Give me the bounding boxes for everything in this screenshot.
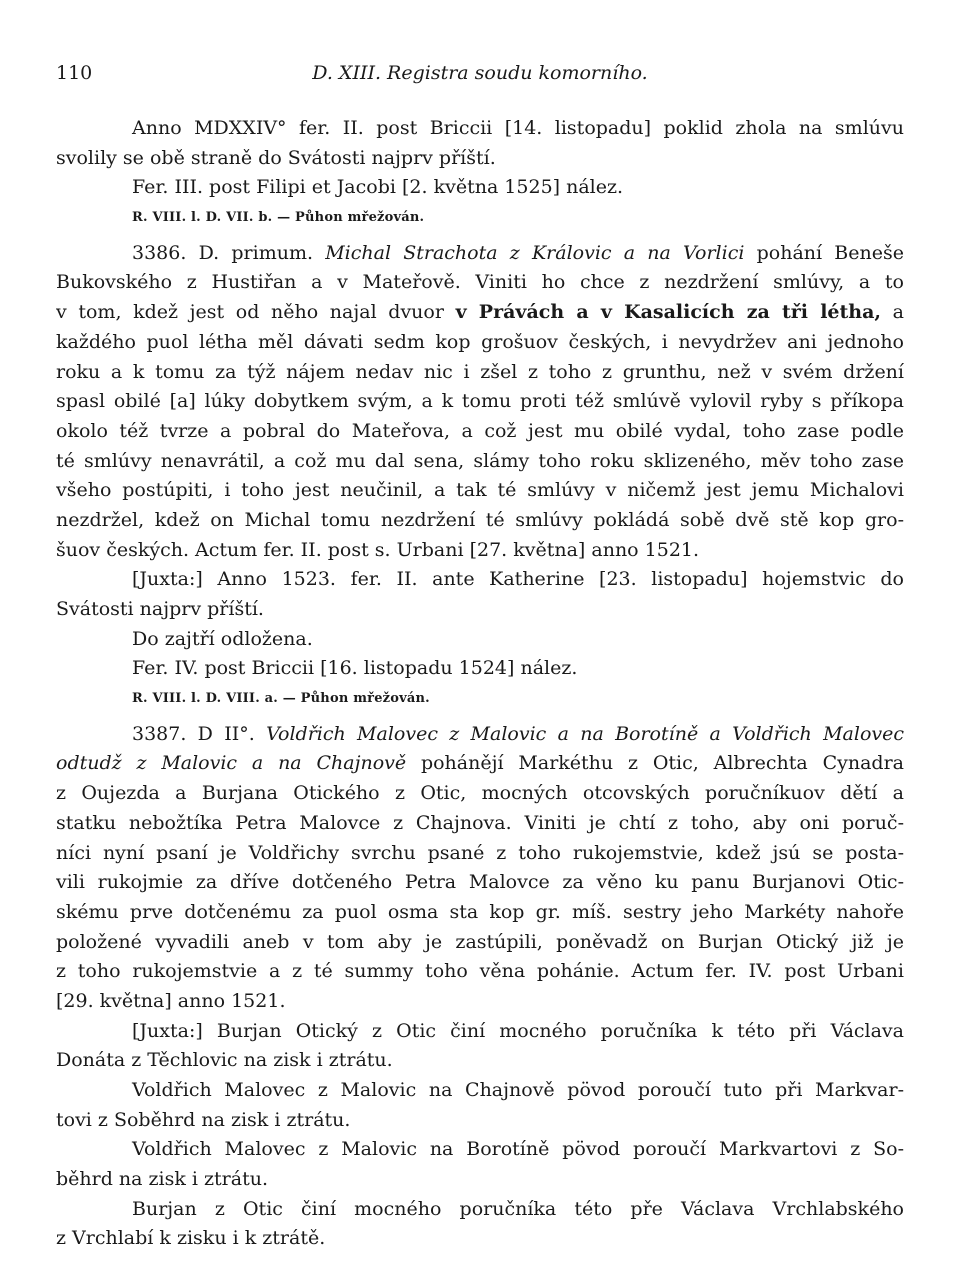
entry-number: 3387. D II°.	[132, 722, 267, 745]
party-names: odtudž z Malovic a na Chajnově	[56, 752, 407, 775]
text-line: Bukovského z Hustiřan a v Mateřově. Viniti ho chce z nezdržení smlúvy, a to	[56, 271, 904, 294]
party-names: Michal Strachota z Královic a na Vorlici	[325, 241, 745, 264]
text-line: Voldřich Malovec z Malovic na Chajnově pövod poroučí tuto při Markvar-	[132, 1079, 904, 1101]
text-fragment: v tom, kdež jest od něho najal dvuor	[56, 301, 456, 324]
text-line: Fer. III. post Filipi et Jacobi [2. května 1525] nález.	[132, 176, 624, 199]
entry-number: 3386. D. primum.	[132, 241, 326, 264]
text-body	[56, 114, 904, 1254]
text-line: Svátosti najprv příští.	[56, 598, 264, 620]
text-line: Donáta z Těchlovic na zisk i ztrátu.	[56, 1049, 393, 1072]
text-line: z Oujezda a Burjana Otického z Otic, mocných otcovských poručníkuov dětí a	[56, 782, 904, 805]
text-line: všeho postúpiti, i toho jest neučinil, a tak té smlúvy v ničemž jest jemu Michalovi	[56, 479, 904, 502]
text-line: každého puol létha měl dávati sedm kop grošuov českých, i nevydržev ani jednoho	[56, 330, 904, 353]
text-line: Fer. IV. post Briccii [16. listopadu 1524] nález.	[132, 657, 578, 680]
entry-heading-3386	[56, 239, 904, 269]
text-line: svolily se obě straně do Svátosti najprv příští.	[56, 146, 496, 169]
text-line: tovi z Soběhrd na zisk i ztrátu.	[56, 1108, 351, 1131]
running-head	[56, 62, 904, 92]
text-line	[56, 298, 904, 328]
text-line: z toho rukojemstvie a z té summy toho věna pohánie. Actum fer. IV. post Urbani	[56, 960, 904, 983]
text-line: okolo též tvrze a pobral do Mateřova, a což jest mu obilé vydal, toho zase podle	[56, 419, 904, 442]
running-title: D. XIII. Registra soudu komorního.	[312, 62, 648, 84]
text-line	[56, 749, 904, 779]
text-line: [Juxta:] Anno 1523. fer. II. ante Katherine [23. listopadu] hojemstvic do	[132, 568, 904, 591]
text-line: roku a k tomu za týž nájem nedav nic i zšel z toho z grunthu, než v svém držení	[56, 360, 904, 383]
text-line: [29. května] anno 1521.	[56, 989, 286, 1012]
emphasized-text: v Právách a v Kasalicích za tři létha,	[455, 301, 882, 324]
text-line: Do zajtří odložena.	[132, 627, 313, 650]
page-number: 110	[56, 62, 93, 84]
text-line: Anno MDXXIV° fer. II. post Briccii [14. listopadu] poklid zhola na smlúvu	[132, 117, 904, 139]
text-line: [Juxta:] Burjan Otický z Otic činí mocného poručníka k této při Václava	[132, 1019, 904, 1042]
text-line: položené vyvadili aneb v tom aby je zastúpili, poněvadž on Burjan Otický již je	[56, 930, 904, 953]
text-line: skému prve dotčenému za puol osma sta kop gr. míš. sestry jeho Markéty nahoře	[56, 900, 904, 923]
text-line: statku nebožtíka Petra Malovce z Chajnova. Viniti je chtí z toho, aby oni poruč-	[56, 811, 904, 834]
party-names: Voldřich Malovec z Malovic a na Borotíně a Voldřich Malovec	[266, 722, 904, 745]
text-line: Voldřich Malovec z Malovic na Borotíně pövod poroučí Markvartovi z So-	[132, 1138, 904, 1161]
text-line: té smlúvy nenavrátil, a což mu dal sena, slámy toho roku sklizeného, měv toho zase	[56, 449, 904, 472]
text-line: níci nyní psaní je Voldřichy svrchu psané z toho rukojemstvie, kdež jsú se posta-	[56, 841, 904, 864]
text-line: Burjan z Otic činí mocného poručníka této pře Václava Vrchlabského	[132, 1197, 904, 1220]
archival-signature: R. VIII. l. D. VIII. a. — Půhon mřežován.	[132, 691, 430, 707]
text-fragment: a	[881, 301, 904, 324]
entry-heading-3387	[56, 720, 904, 750]
text-fragment: pohání Beneše	[744, 241, 904, 264]
text-line: vili rukojmie za dříve dotčeného Petra Malovce za věno ku panu Burjanovi Otic-	[56, 871, 904, 894]
text-line: z Vrchlabí k zisku i k ztrátě.	[56, 1227, 326, 1250]
text-fragment: pohánějí Markéthu z Otic, Albrechta Cynadra	[406, 752, 904, 775]
text-line: spasl obilé [a] lúky dobytkem svým, a k tomu proti též smlúvě vylovil ryby s příkopa	[56, 390, 904, 413]
text-line: běhrd na zisk i ztrátu.	[56, 1168, 269, 1191]
text-line: nezdržel, kdež on Michal tomu nezdržení té smlúvy pokládá sobě dvě stě kop gro-	[56, 508, 904, 531]
archival-signature: R. VIII. l. D. VII. b. — Půhon mřežován.	[132, 210, 425, 226]
text-line: šuov českých. Actum fer. II. post s. Urbani [27. května] anno 1521.	[56, 538, 700, 561]
